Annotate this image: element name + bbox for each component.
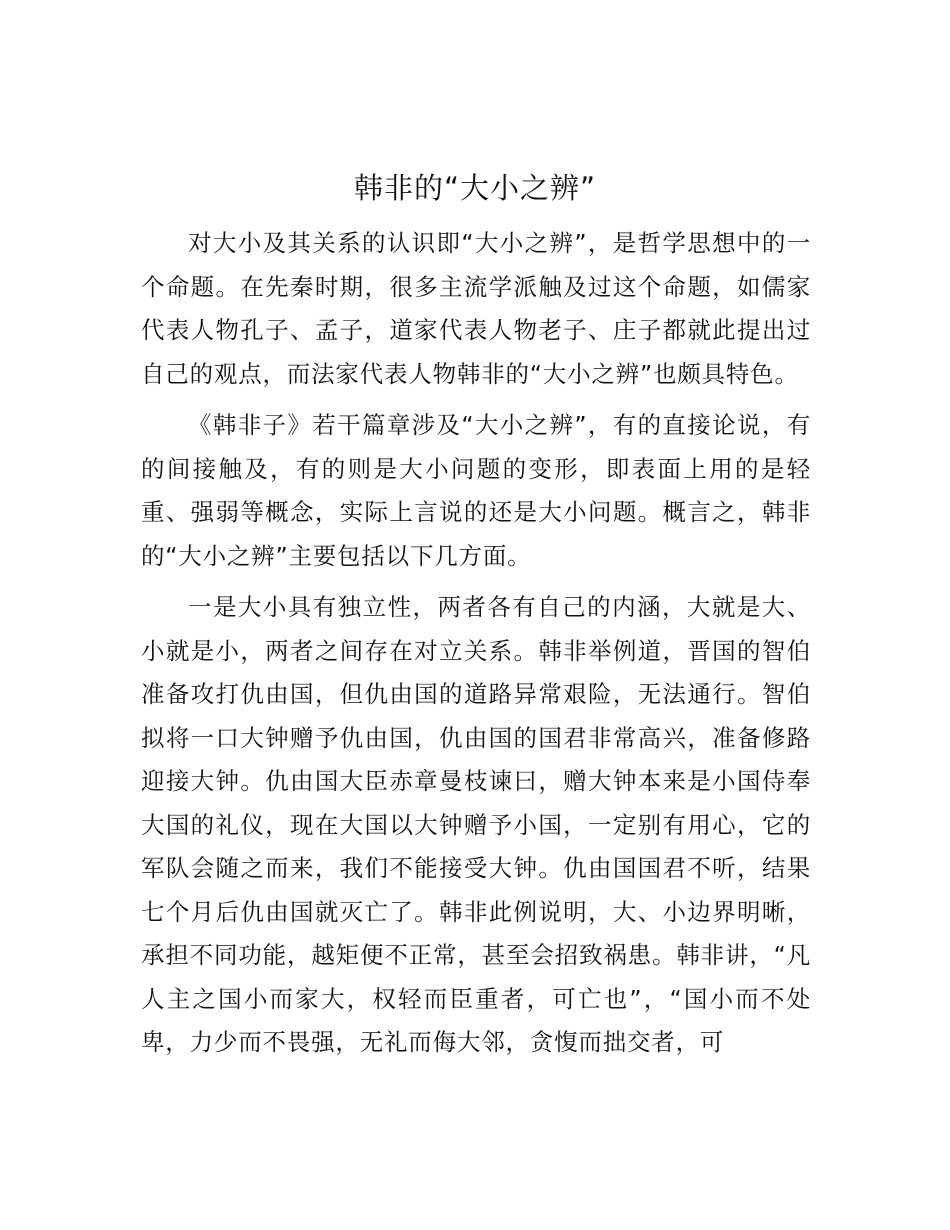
article-body [141, 222, 811, 1073]
paragraph-1: 对大小及其关系的认识即“大小之辨”，是哲学思想中的一个命题。在先秦时期，很多主流学派触及过这个命题，如儒家代表人物孔子、孟子，道家代表人物老子、庄子都就此提出过自己的观点，而法家代表人物韩非的“大小之辨”也颇具特色。 [141, 229, 811, 388]
paragraph-2: 《韩非子》若干篇章涉及“大小之辨”，有的直接论说，有的间接触及，有的则是大小问题的变形，即表面上用的是轻重、强弱等概念，实际上言说的还是大小问题。概言之，韩非的“大小之辨”主要包括以下几方面。 [141, 411, 811, 570]
paragraph-3: 一是大小具有独立性，两者各有自己的内涵，大就是大、小就是小，两者之间存在对立关系。韩非举例道，晋国的智伯准备攻打仇由国，但仇由国的道路异常艰险，无法通行。智伯拟将一口大钟赠予仇由国，仇由国的国君非常高兴，准备修路迎接大钟。仇由国大臣赤章曼枝谏曰，赠大钟本来是小国侍奉大国的礼仪，现在大国以大钟赠予小国，一定别有用心，它的军队会随之而来，我们不能接受大钟。仇由国国君不听，结果七个月后仇由国就灭亡了。韩非此例说明，大、小边界明晰，承担不同功能，越矩便不正常，甚至会招致祸患。韩非讲，“凡人主之国小而家大，权轻而臣重者，可亡也”，“国小而不处卑，力少而不畏强，无礼而侮大邻，贪愎而拙交者，可 [141, 593, 811, 1056]
document-title: 韩非的“大小之辨” [353, 171, 597, 205]
